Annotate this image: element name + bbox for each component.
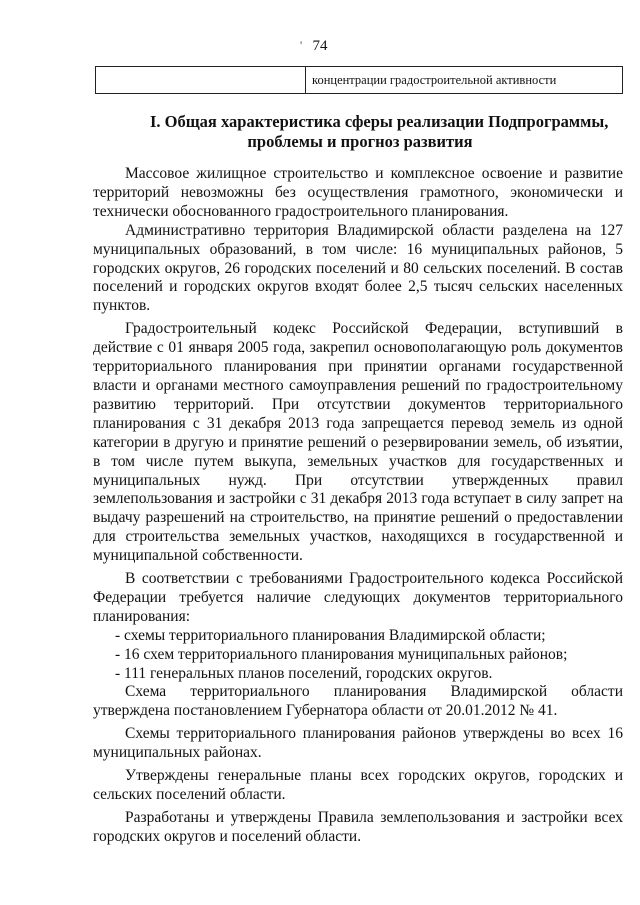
table-cell-right: концентрации градостроительной активности: [312, 73, 557, 87]
list-item: - 111 генеральных планов поселений, городских округов.: [115, 664, 493, 682]
list-item: - 16 схем территориального планирования муниципальных районов;: [115, 645, 568, 663]
paragraph: Схема территориального планирования Владимирской области утверждена постановлением Губернатора области от 20.01.2012 № 41.: [93, 683, 623, 720]
body-text: [93, 165, 623, 847]
list-item: - схемы территориального планирования Владимирской области;: [115, 626, 546, 644]
table-fragment: [95, 66, 623, 94]
paragraph: Административно территория Владимирской области разделена на 127 муниципальных образований, в том числе: 16 муниципальных районов, 5 городских округов, 26 городских поселений и 80 сельских поселений. В состав поселений и городских округов входят более 2,5 тысяч сельских населенных пунктов.: [93, 221, 623, 315]
paragraph: Утверждены генеральные планы всех городских округов, городских и сельских поселений области.: [93, 767, 623, 803]
paragraph: Разработаны и утверждены Правила землепользования и застройки всех городских округов и поселений области.: [93, 808, 623, 845]
scan-mark: ': [300, 38, 303, 52]
paragraph: Схемы территориального планирования районов утверждены во всех 16 муниципальных районах.: [93, 725, 623, 762]
paragraph: В соответствии с требованиями Градостроительного кодекса Российской Федерации требуется наличие следующих документов территориального планирования:: [93, 570, 623, 625]
section-heading-line-1: I. Общая характеристика сферы реализации Подпрограммы,: [150, 112, 609, 131]
table-cell-left: [96, 67, 306, 93]
section-heading-line-2: проблемы и прогноз развития: [247, 132, 473, 151]
paragraph: Градостроительный кодекс Российской Федерации, вступивший в действие с 01 января 2005 года, закрепил основополагающую роль документов территориального планирования при принятии органами государственной власти и органами местного самоуправления решений по градостроительному развитию территорий. При отсутствии документов территориального планирования с 31 декабря 2013 года запрещается перевод земель из одной категории в другую и принятие решений о резервировании земель, об изъятии, в том числе путем выкупа, земельных участков для государственных и муниципальных нужд. При отсутствии утвержденных правил землепользования и застройки с 31 декабря 2013 года вступает в силу запрет на выдачу разрешений на строительство, на принятие решений о предоставлении для строительства земельных участков, находящихся в государственной и муниципальной собственности.: [93, 320, 623, 565]
page-number: 74: [312, 38, 328, 54]
paragraph: Массовое жилищное строительство и комплексное освоение и развитие территорий невозможны без осуществления грамотного, экономически и технически обоснованного градостроительного планирования.: [93, 165, 623, 220]
section-heading: [150, 112, 609, 152]
